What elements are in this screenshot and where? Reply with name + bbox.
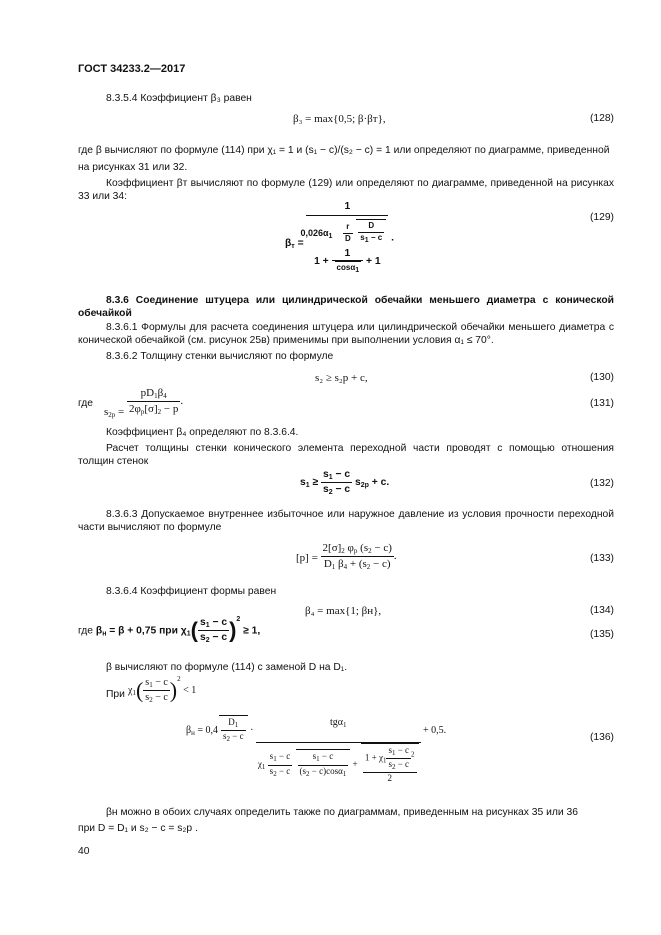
equation-number-129: (129) — [589, 212, 614, 223]
equation-number-131: (131) — [589, 398, 614, 409]
calc-paragraph: Расчет толщины стенки конического элемента переходной части проводят с помощью отношения толщин стенок — [78, 443, 614, 468]
condition-less: $\chi_1$( $\frac{s_1 - c}{s_2 - c}$ )$^2$ < 1 — [128, 674, 197, 705]
final-paragraph-line1: βн можно в обоих случаях определить также по диаграммам, приведенным на рисунках 35 или 36 — [106, 807, 578, 818]
equation-number-136: (136) — [589, 732, 614, 743]
where-line: где β вычисляют по формуле (114) при χ₁ = 1 и (s₁ − c)/(s₂ − c) = 1 или определяют по диаграмме, приведенной — [78, 145, 610, 156]
paragraph-8362: 8.3.6.2 Толщину стенки вычисляют по формуле — [106, 351, 334, 362]
formula-136: $\beta_н = 0,4$ $\frac{D_1}{s_2 - c}$ · tgα$_1$ $\chi_1$ $\frac{s_1 - c}{s_2 - c}$ $\frac{s_1 - c}{(s_2 - c)\cos\alpha_1}$ + $1 + \chi_1$ $\frac{s_1 - c}{s_2 - c}$ $^2$ 2 + 0,5. — [186, 716, 447, 784]
formula-129: $\beta_т$ = 1 $0,026\alpha_1$ $\frac{r}{D}$ $\frac{D}{s_1 - c}$ 1 + $\frac{1}{\cos\alpha_1}$ + 1 . — [285, 201, 394, 275]
equation-number-128: (128) — [589, 113, 614, 124]
formula-134: β₄ = max{1; βн}, — [305, 605, 382, 617]
bt-paragraph: Коэффициент βт вычисляют по формуле (129) или определяют по диаграмме, приведенной на рисунках 33 или 34: — [78, 178, 614, 203]
equation-number-134: (134) — [589, 605, 614, 616]
section-heading-836: 8.3.6 Соединение штуцера или цилиндрической обечайки меньшего диаметра с конической обечайкой — [78, 295, 614, 320]
final-paragraph-line2: при D = D₁ и s₂ − c = s₂p . — [78, 823, 198, 834]
gde-label: где — [78, 398, 94, 409]
paragraph-8364: 8.3.6.4 Коэффициент формы равен — [106, 586, 277, 597]
page-header: ГОСТ 34233.2—2017 — [78, 63, 186, 75]
formula-130: s₂ ≥ s₂p + c, — [315, 372, 368, 384]
formula-132: $s_1$ ≥ $\frac{s_1 - c}{s_2 - c}$ $s_{2p} + c$. — [300, 469, 390, 497]
formula-133: [p] = $\frac{2[\sigma]_2 \varphi_p (s_2 - c)}{D_1 \beta_4 + (s_2 - c)}$ . — [296, 542, 397, 572]
b4-paragraph: Коэффициент β₄ определяют по 8.3.6.4. — [106, 427, 299, 438]
equation-number-130: (130) — [589, 372, 614, 383]
formula-128: β₃ = max{0,5; β·βт}, — [293, 113, 386, 125]
formula-135: где $\beta_н = \beta + 0,75$ при $\chi_1$( $\frac{s_1 - c}{s_2 - c}$ )$^2$ ≥ 1, — [78, 615, 261, 645]
paragraph-8361: 8.3.6.1 Формулы для расчета соединения штуцера или цилиндрической обечайки меньшего диаметра с конической обечайкой (см. рисунок 25в) применимы при выполнении условия α₁ ≤ 70°. — [78, 322, 614, 347]
equation-number-135: (135) — [589, 629, 614, 640]
pri-label: При — [106, 689, 125, 700]
paragraph-8354: 8.3.5.4 Коэффициент β₃ равен — [106, 93, 252, 104]
beta-paragraph: β вычисляют по формуле (114) с заменой D на D₁. — [106, 662, 348, 673]
where-continuation: на рисунках 31 или 32. — [78, 162, 188, 173]
formula-131: $s_{2p}$ = $\frac{pD_1\beta_4}{2\varphi_p[\sigma]_2 - p}$ . — [104, 387, 184, 420]
equation-number-133: (133) — [589, 553, 614, 564]
paragraph-8363: 8.3.6.3 Допускаемое внутреннее избыточное или наружное давление из условия прочности переходной части вычисляют по формуле — [78, 509, 614, 534]
equation-number-132: (132) — [589, 478, 614, 489]
page-number: 40 — [78, 846, 90, 857]
